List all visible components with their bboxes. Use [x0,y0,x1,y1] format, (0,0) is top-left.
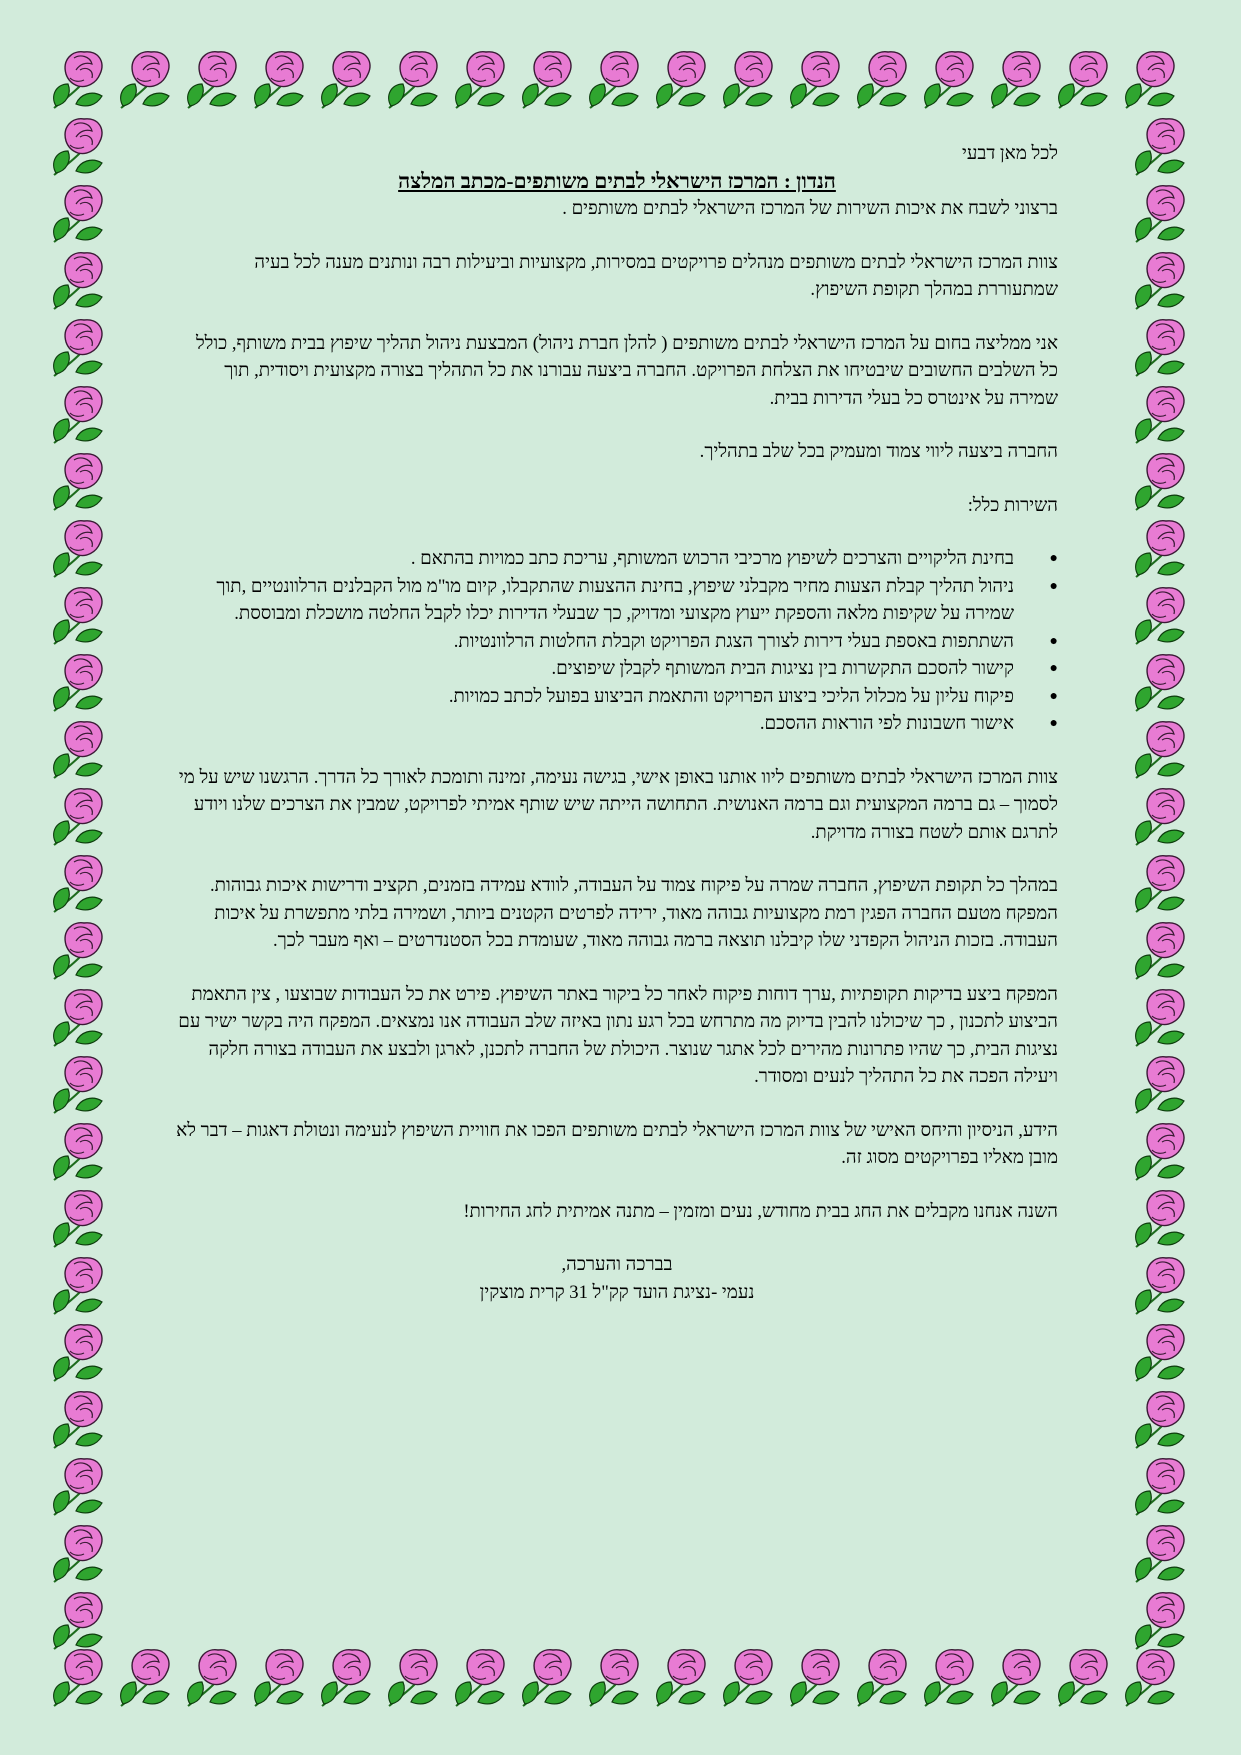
rose-flower-icon [1128,982,1195,1049]
list-item: ● אישור חשבונות לפי הוראות ההסכם. [176,710,1014,738]
rose-flower-icon [1118,1642,1185,1709]
rose-flower-icon [515,1642,582,1709]
rose-flower-icon [1128,1116,1195,1183]
rose-flower-icon [1128,1585,1195,1652]
rose-flower-icon [984,44,1051,111]
rose-flower-icon [113,1642,180,1709]
paragraph-7: המפקח ביצע בדיקות תקופתיות ,ערך דוחות פיקוח לאחר כל ביקור באתר השיפוץ. פירט את כל העבודות שבוצעו , צין התאמת הביצוע לתכנון , כך שיכולנו להבין בדיוק מה מתרחש בכל רגע נתון באיזה שלב העבודה אנו נמצאים. המפקח היה בקשר ישיר עם נציגות הבית, כך שהיו פתרונות מהירים לכל אתגר שנוצר. היכולת של החברה לתכנן, לארגן ולבצע את העבודה בצורה חלקה ויעילה הפכה את כל התהליך לנעים ומסודר. [178,983,1058,1087]
rose-flower-icon [46,1384,113,1451]
rose-flower-icon [46,1317,113,1384]
rose-flower-icon [46,379,113,446]
rose-flower-icon [1128,178,1195,245]
rose-flower-icon [46,848,113,915]
rose-flower-icon [783,1642,850,1709]
rose-flower-icon [46,44,113,111]
services-list [176,545,1058,738]
rose-flower-icon [46,1049,113,1116]
rose-flower-icon [46,1642,113,1709]
rose-flower-icon [515,44,582,111]
rose-flower-icon [46,580,113,647]
rose-flower-icon [46,312,113,379]
rose-flower-icon [113,44,180,111]
rose-flower-icon [1128,848,1195,915]
letter-title: הנדון : המרכז הישראלי לבתים משותפים-מכתב המלצה [398,168,836,193]
rose-flower-icon [1128,379,1195,446]
rose-flower-icon [649,44,716,111]
rose-flower-icon [1128,312,1195,379]
rose-flower-icon [1128,1183,1195,1250]
rose-flower-icon [1128,1250,1195,1317]
paragraph-6: במהלך כל תקופת השיפוץ, החברה שמרה על פיקוח צמוד על העבודה, לוודא עמידה בזמנים, תקציב ודרישות איכות גבוהות. המפקח מטעם החברה הפגין רמת מקצועיות גבוהה מאוד, ירידה לפרטים הקטנים ביותר, ושמירה בלתי מתפשרת על איכות העבודה. בזכות הניהול הקפדני שלו קיבלנו תוצאה ברמה גבוהה מאוד, שעומדת בכל הסטנדרטים – ואף מעבר לכך. [209,875,1058,951]
flower-border-right [1128,111,1195,1652]
rose-flower-icon [46,1451,113,1518]
rose-flower-icon [1128,446,1195,513]
flower-border-top [46,44,1185,111]
rose-flower-icon [1118,44,1185,111]
rose-flower-icon [381,1642,448,1709]
rose-flower-icon [1128,580,1195,647]
rose-flower-icon [46,111,113,178]
rose-flower-icon [46,178,113,245]
flower-border-left [46,111,113,1652]
closing: בברכה והערכה, [561,1254,673,1275]
rose-flower-icon [448,44,515,111]
rose-flower-icon [46,781,113,848]
rose-flower-icon [46,714,113,781]
services-heading: השירות כלל: [967,494,1058,516]
rose-flower-icon [1128,1317,1195,1384]
rose-flower-icon [46,647,113,714]
rose-flower-icon [180,44,247,111]
rose-flower-icon [1051,44,1118,111]
rose-flower-icon [582,44,649,111]
rose-flower-icon [46,982,113,1049]
rose-flower-icon [314,44,381,111]
rose-flower-icon [1051,1642,1118,1709]
rose-flower-icon [649,1642,716,1709]
paragraph-1: ברצוני לשבח את איכות השירות של המרכז הישראלי לבתים משותפים . [562,198,1058,219]
rose-flower-icon [381,44,448,111]
paragraph-2: צוות המרכז הישראלי לבתים משותפים מנהלים פרויקטים במסירות, מקצועיות וביעילות רבה ונותנים מענה לכל בעיה שמתעוררת במהלך תקופת השיפוץ. [254,251,1058,300]
letter-body [176,140,1058,1306]
list-item: ● השתתפות באספת בעלי דירות לצורך הצגת הפרויקט וקבלת החלטות הרלוונטיות. [176,628,1014,656]
rose-flower-icon [917,44,984,111]
list-item: ● פיקוח עליון על מכלול הליכי ביצוע הפרויקט והתאמת הביצוע בפועל לכתב כמויות. [176,683,1014,711]
rose-flower-icon [46,915,113,982]
rose-flower-icon [46,446,113,513]
rose-flower-icon [448,1642,515,1709]
list-item: ● קישור להסכם התקשרות בין נציגות הבית המשותף לקבלן שיפוצים. [176,655,1014,683]
list-item: ● בחינת הליקויים והצרכים לשיפוץ מרכיבי הרכוש המשותף, עריכת כתב כמויות בהתאם . [176,545,1014,573]
rose-flower-icon [46,1518,113,1585]
rose-flower-icon [1128,1518,1195,1585]
rose-flower-icon [314,1642,381,1709]
rose-flower-icon [46,1116,113,1183]
signature: נעמי -נציגת הועד קק"ל 31 קרית מוצקין [479,1281,755,1303]
rose-flower-icon [582,1642,649,1709]
rose-flower-icon [850,44,917,111]
list-item: ● ניהול תהליך קבלת הצעות מחיר מקבלני שיפוץ, בחינת ההצעות שהתקבלו, קיום מו"מ מול הקבלנים הרלוונטיים ,תוך שמירה על שקיפות מלאה והספקת ייעוץ מקצועי ומדויק, כך שבעלי הדירות יכלו לקבל החלטה מושכלת ומבוססת. [176,573,1014,628]
rose-flower-icon [180,1642,247,1709]
rose-flower-icon [1128,513,1195,580]
rose-flower-icon [1128,245,1195,312]
paragraph-8: הידע, הניסיון והיחס האישי של צוות המרכז הישראלי לבתים משותפים הפכו את חוויית השיפוץ לנעימה ונטולת דאגות – דבר לא מובן מאליו בפרויקטים מסוג זה. [176,1119,1058,1168]
paragraph-3: אני ממליצה בחום על המרכז הישראלי לבתים משותפים ( להלן חברת ניהול) המבצעת ניהול תהליך שיפוץ בבית משותף, כולל כל השלבים החשובים שיבטיחו את הצלחת הפרויקט. החברה ביצעה עבורנו את כל התהליך בצורה מקצועית ויסודית, תוך שמירה על אינטרס כל בעלי הדירות בבית. [195,332,1058,409]
rose-flower-icon [1128,781,1195,848]
rose-flower-icon [247,44,314,111]
rose-flower-icon [783,44,850,111]
rose-flower-icon [850,1642,917,1709]
paragraph-9: השנה אנחנו מקבלים את החג בבית מחודש, נעים ומזמין – מתנה אמיתית לחג החירות! [463,1200,1058,1222]
rose-flower-icon [716,44,783,111]
rose-flower-icon [1128,647,1195,714]
rose-flower-icon [46,1250,113,1317]
rose-flower-icon [1128,915,1195,982]
rose-flower-icon [1128,1384,1195,1451]
rose-flower-icon [1128,111,1195,178]
rose-flower-icon [247,1642,314,1709]
rose-flower-icon [46,245,113,312]
rose-flower-icon [917,1642,984,1709]
paragraph-4: החברה ביצעה ליווי צמוד ומעמיק בכל שלב בתהליך. [699,441,1058,462]
flower-border-bottom [46,1642,1185,1709]
greeting: לכל מאן דבעי [961,143,1058,164]
rose-flower-icon [46,513,113,580]
paragraph-5: צוות המרכז הישראלי לבתים משותפים ליוו אותנו באופן אישי, בגישה נעימה, זמינה ותומכת לאורך כל הדרך. הרגשנו שיש על מי לסמוך – גם ברמה המקצועית וגם ברמה האנושית. התחושה הייתה שיש שותף אמיתי לפרויקט, שמבין את הצרכים שלנו ויודע לתרגם אותם לשטח בצורה מדויקת. [178,766,1058,843]
rose-flower-icon [46,1585,113,1652]
rose-flower-icon [984,1642,1051,1709]
rose-flower-icon [1128,714,1195,781]
rose-flower-icon [46,1183,113,1250]
rose-flower-icon [716,1642,783,1709]
rose-flower-icon [1128,1049,1195,1116]
rose-flower-icon [1128,1451,1195,1518]
